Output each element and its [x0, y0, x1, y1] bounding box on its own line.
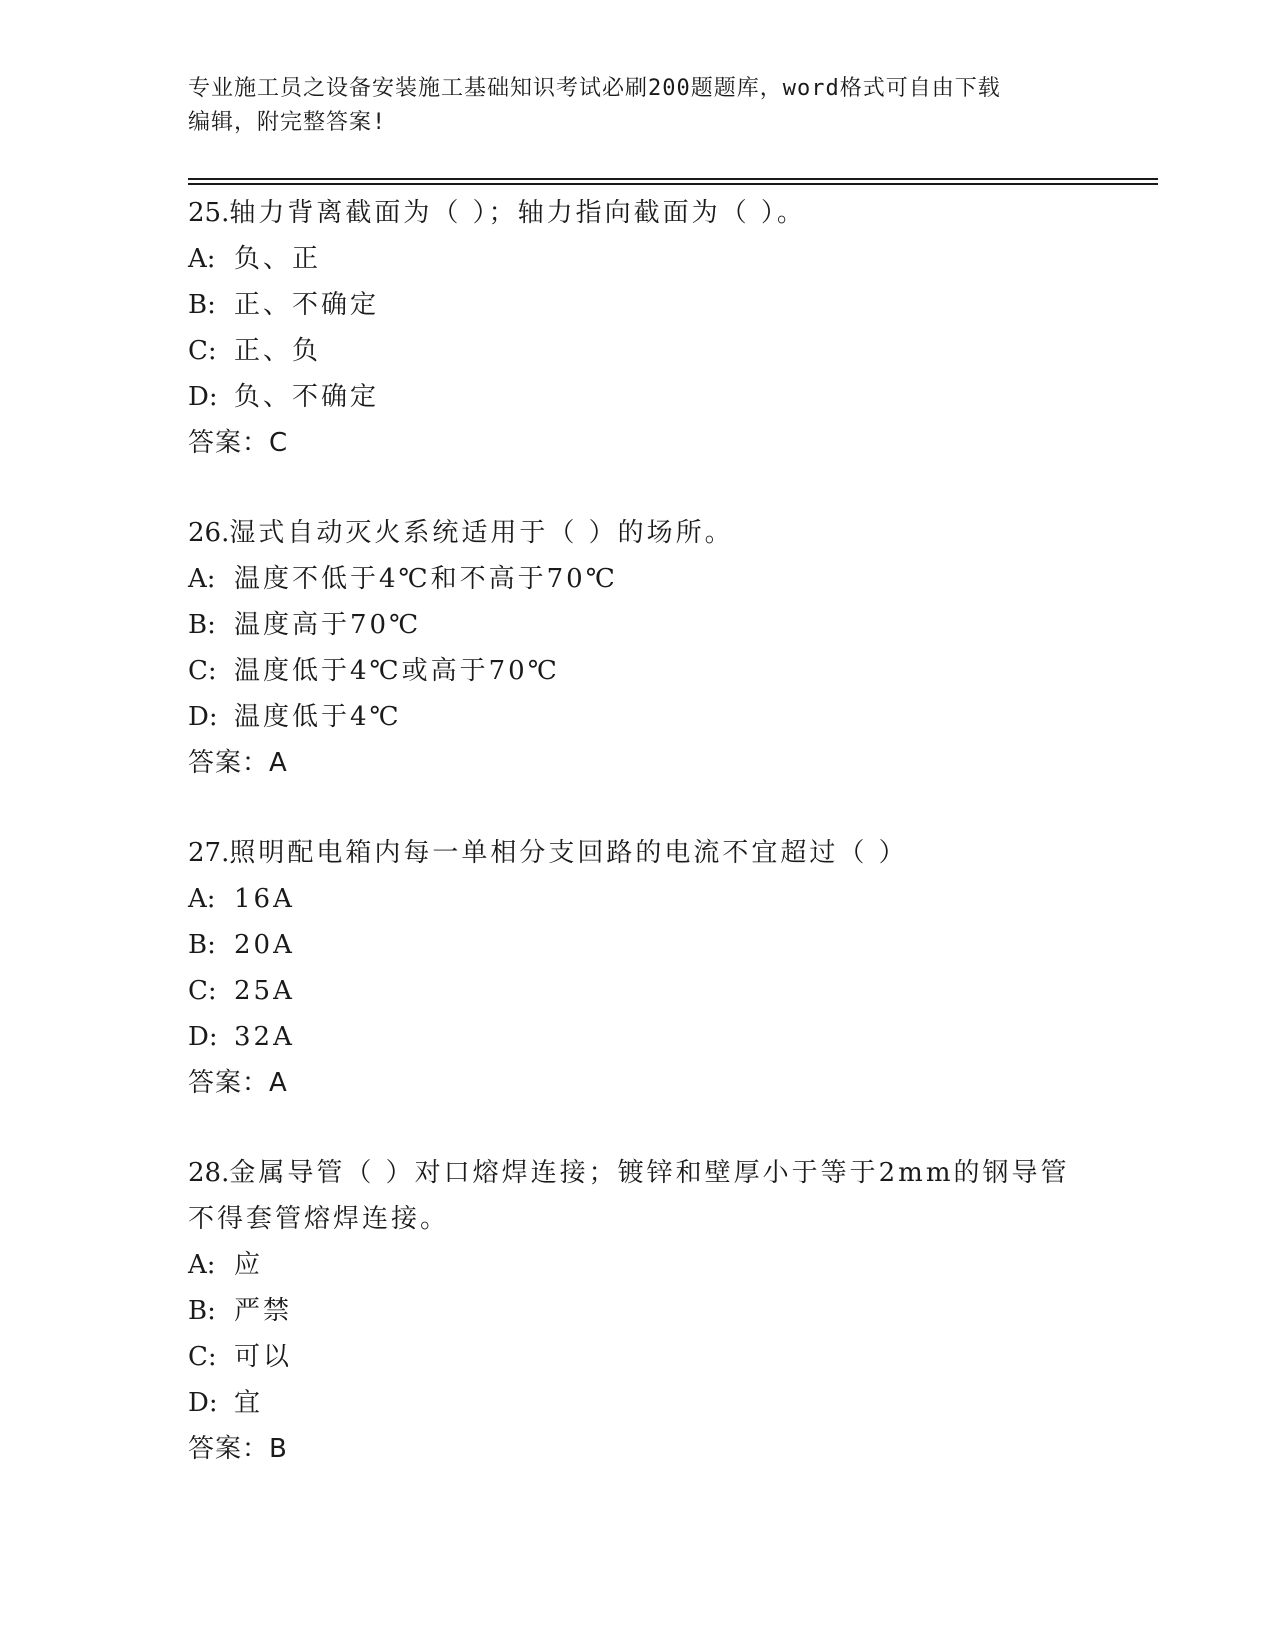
- option-text: 20A: [234, 930, 295, 960]
- option-letter: B:: [188, 930, 216, 960]
- option-letter: A:: [188, 564, 216, 594]
- option-letter: A:: [188, 244, 216, 274]
- question-25: [188, 190, 1088, 466]
- option-text: 温度不低于4℃和不高于70℃: [234, 564, 618, 594]
- option-letter: C:: [188, 336, 217, 366]
- option-letter: A:: [188, 884, 216, 914]
- option-letter: B:: [188, 290, 216, 320]
- option-a: [188, 876, 1088, 922]
- option-text: 应: [234, 1250, 264, 1280]
- option-c: [188, 648, 1088, 694]
- option-letter: B:: [188, 1296, 216, 1326]
- question-text: 照明配电箱内每一单相分支回路的电流不宜超过（ ）: [229, 838, 908, 868]
- option-text: 32A: [234, 1022, 295, 1052]
- option-c: [188, 328, 1088, 374]
- option-text: 16A: [234, 884, 295, 914]
- header-divider-bottom: [188, 183, 1158, 185]
- question-number: 26.: [188, 518, 230, 548]
- option-text: 负、不确定: [234, 382, 380, 412]
- option-b: [188, 282, 1088, 328]
- question-stem: [188, 190, 1088, 236]
- option-letter: D:: [188, 702, 218, 732]
- option-letter: A:: [188, 1250, 216, 1280]
- option-d: [188, 694, 1088, 740]
- question-26: [188, 510, 1088, 786]
- question-27: [188, 830, 1088, 1106]
- option-b: [188, 602, 1088, 648]
- option-letter: B:: [188, 610, 216, 640]
- question-stem: [188, 830, 1088, 876]
- option-d: [188, 1014, 1088, 1060]
- answer-line: 答案：B: [188, 1434, 288, 1464]
- question-text: 湿式自动灭火系统适用于（ ）的场所。: [229, 518, 734, 548]
- header-line-1: 专业施工员之设备安装施工基础知识考试必刷200题题库，word格式可自由下载: [188, 76, 1001, 101]
- question-number: 27.: [188, 838, 230, 868]
- header-line-2: 编辑，附完整答案!: [188, 110, 387, 135]
- question-text: 轴力背离截面为（ ）；轴力指向截面为（ ）。: [229, 198, 806, 228]
- option-text: 宜: [234, 1388, 264, 1418]
- option-text: 温度低于4℃: [234, 702, 402, 732]
- question-stem: [188, 510, 1088, 556]
- option-text: 正、负: [234, 336, 322, 366]
- option-d: [188, 1380, 1088, 1426]
- option-b: [188, 922, 1088, 968]
- option-letter: D:: [188, 1388, 218, 1418]
- answer-line: 答案：A: [188, 1068, 288, 1098]
- question-number: 25.: [188, 198, 230, 228]
- option-a: [188, 556, 1088, 602]
- option-a: [188, 1242, 1088, 1288]
- option-text: 温度低于4℃或高于70℃: [234, 656, 560, 686]
- option-text: 温度高于70℃: [234, 610, 422, 640]
- question-stem: [188, 1150, 1088, 1242]
- option-letter: D:: [188, 382, 218, 412]
- answer-line: 答案：C: [188, 428, 289, 458]
- question-text: 金属导管（ ）对口熔焊连接；镀锌和壁厚小于等于2mm的钢导管不得套管熔焊连接。: [188, 1158, 1070, 1234]
- option-c: [188, 968, 1088, 1014]
- option-letter: C:: [188, 1342, 217, 1372]
- question-28: [188, 1150, 1088, 1472]
- option-letter: D:: [188, 1022, 218, 1052]
- option-text: 可以: [234, 1342, 293, 1372]
- option-a: [188, 236, 1088, 282]
- option-c: [188, 1334, 1088, 1380]
- option-text: 25A: [234, 976, 295, 1006]
- document-header: [188, 72, 1068, 140]
- option-letter: C:: [188, 656, 217, 686]
- question-list: [188, 190, 1088, 1516]
- option-b: [188, 1288, 1088, 1334]
- option-d: [188, 374, 1088, 420]
- option-text: 负、正: [234, 244, 322, 274]
- option-letter: C:: [188, 976, 217, 1006]
- question-number: 28.: [188, 1158, 230, 1188]
- header-divider-top: [188, 178, 1158, 180]
- option-text: 正、不确定: [234, 290, 380, 320]
- answer-line: 答案：A: [188, 748, 288, 778]
- option-text: 严禁: [234, 1296, 293, 1326]
